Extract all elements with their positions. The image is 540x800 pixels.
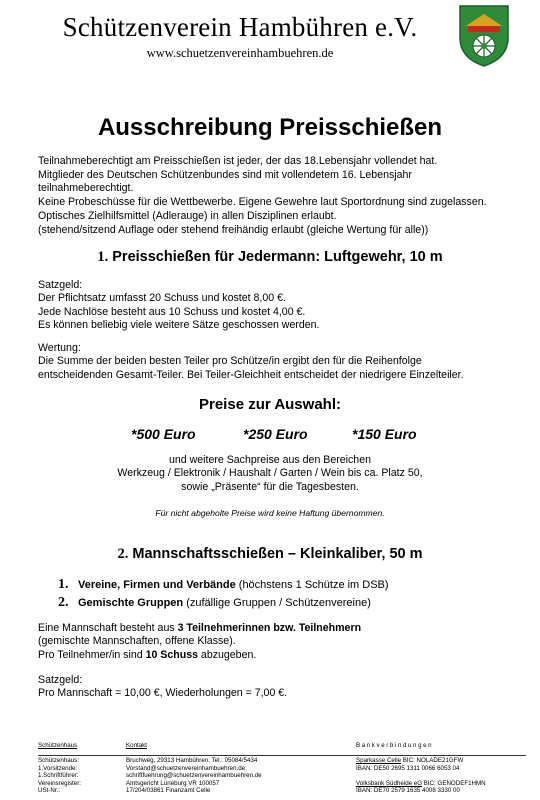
fees-line: Der Pflichtsatz umfasst 20 Schuss und kostet 8,00 €. (38, 292, 286, 305)
footer-label: 1.Vorsitzende: (38, 764, 78, 772)
section-1-scoring (38, 342, 518, 382)
fees-line: Pro Mannschaft = 10,00 €, Wiederholungen = 7,00 €. (38, 687, 288, 700)
scoring-line: entscheidenden Gesamt-Teiler. Bei Teiler-Gleichheit entscheidet der niedrigere Einzelteiler. (38, 368, 464, 381)
footer-heading: Kontakt (126, 742, 356, 756)
scoring-line: Die Summe der beiden besten Teiler pro Schütze/in ergibt den für die Reihenfolge (38, 355, 422, 368)
list-note: (zufällige Gruppen / Schützenvereine) (183, 597, 371, 609)
prize-amount: *150 Euro (352, 426, 417, 442)
further-prizes-line: Werkzeug / Elektronik / Haushalt / Garten / Wein bis ca. Platz 50, (117, 467, 423, 480)
club-name: Schützenverein Hambühren e.V. (62, 12, 418, 42)
section-2-heading (0, 546, 540, 563)
team-size: 3 Teilnehmerinnen bzw. Teilnehmern (177, 622, 362, 634)
footer-label: 1.Schriftführer: (38, 772, 79, 780)
intro-line: teilnahmeberechtigt. (38, 182, 134, 195)
team-rules-line (38, 622, 518, 635)
section-1-heading (0, 249, 540, 266)
club-website: www.schuetzenvereinhambuehren.de (146, 46, 334, 60)
further-prizes (0, 454, 540, 494)
section-2-fees (38, 674, 518, 701)
footer-email[interactable]: Vorstand@schuetzenvereinhambuehren.de (126, 764, 246, 772)
prize-amount: *500 Euro (131, 426, 196, 442)
team-rules-line: (gemischte Mannschaften, offene Klasse). (38, 635, 236, 648)
footer-email[interactable]: schriftfuehrung@schuetzenvereinhambuehren.de (126, 772, 262, 780)
bank-line (356, 757, 526, 765)
footer-value: Amtsgericht Lüneburg VR 100057 (126, 779, 220, 787)
scoring-line: Wertung: (38, 342, 81, 354)
team-rules-line (38, 649, 518, 662)
list-item (58, 594, 518, 612)
list-number: 2. (58, 595, 69, 610)
footer-heading: Schützenhaus (38, 742, 126, 756)
bank-line (356, 780, 526, 788)
team-groups-list (58, 576, 518, 612)
letterhead (0, 0, 540, 80)
footer-label: Schützenhaus: (38, 757, 79, 764)
section-number: 1. (97, 249, 109, 265)
footer-col-contact (126, 742, 356, 795)
list-number: 1. (58, 577, 69, 592)
fees-line: Jede Nachlöse besteht aus 10 Schuss und kostet 4,00 €. (38, 305, 306, 318)
prize-amount: *250 Euro (243, 426, 308, 442)
bank-bic: BIC: NOLADE21GFW (401, 757, 464, 764)
team-rules (38, 622, 518, 662)
page-title: Ausschreibung Preisschießen (97, 114, 443, 141)
intro-line: Keine Probeschüsse für die Wettbewerbe. Eigene Gewehre laut Sportordnung sind zugelassen. (38, 196, 487, 209)
fees-line: Satzgeld: (38, 674, 83, 686)
section-title: Mannschaftsschießen – Kleinkaliber, 50 m (132, 546, 423, 562)
footer-heading: Bankverbindungen (356, 742, 526, 756)
team-text: abzugeben. (197, 648, 257, 661)
list-label: Vereine, Firmen und Verbände (78, 579, 236, 591)
intro-line: Teilnahmeberechtigt am Preisschießen ist jeder, der das 18.Lebensjahr vollendet hat. (38, 155, 438, 167)
further-prizes-line: und weitere Sachpreise aus den Bereichen (168, 454, 371, 466)
footer-value: 17/204/03861 Finanzamt Celle (126, 787, 211, 795)
intro-text (38, 155, 518, 237)
fees-line: Es können beliebig viele weitere Sätze geschossen werden. (38, 319, 320, 332)
bank-spacer (356, 772, 526, 780)
footer-col-banks (356, 742, 526, 795)
footer-value: Bruchweg, 29313 Hambühren, Tel.: 05084/5434 (126, 757, 258, 764)
intro-line: (stehend/sitzend Auflage oder stehend freihändig erlaubt (gleiche Wertung für alle)) (38, 223, 429, 236)
bank-iban: IBAN: DE70 2579 1635 4008 3330 00 (356, 787, 460, 795)
intro-line: Mitglieder des Deutschen Schützenbundes sind mit vollendetem 16. Lebensjahr (38, 168, 412, 181)
bank-name: Volksbank Südheide eG (356, 779, 423, 787)
list-note: (höchstens 1 Schütze im DSB) (235, 579, 389, 591)
bank-bic: BIC: GENODEF1HMN (422, 779, 486, 787)
bank-name: Sparkasse Celle (356, 757, 402, 764)
team-text: Pro Teilnehmer/in sind (38, 648, 146, 661)
footer-col-labels (38, 742, 126, 795)
fees-line: Satzgeld: (38, 279, 83, 291)
prize-disclaimer: Für nicht abgeholte Preise wird keine Haftung übernommen. (155, 508, 385, 518)
section-title: Preisschießen für Jedermann: Luftgewehr, 10 m (112, 249, 443, 265)
list-label: Gemischte Gruppen (78, 597, 184, 609)
list-item (58, 576, 518, 594)
further-prizes-line: sowie „Präsente“ für die Tagesbesten. (181, 480, 359, 493)
footer-label: USt-Nr.: (38, 787, 60, 795)
intro-line: Optisches Zielhilfsmittel (Adlerauge) in allen Disziplinen erlaubt. (38, 209, 337, 222)
shot-count: 10 Schuss (145, 648, 198, 661)
team-text: Eine Mannschaft besteht aus (38, 622, 178, 634)
section-number: 2. (117, 546, 129, 562)
coat-of-arms-icon (458, 4, 510, 68)
section-1-fees (38, 279, 518, 333)
footer-label: Vereinsregister: (38, 779, 81, 787)
prizes-heading: Preise zur Auswahl: (199, 396, 341, 413)
bank-iban: IBAN: DE50 2695 1311 0066 6053 04 (356, 764, 460, 772)
